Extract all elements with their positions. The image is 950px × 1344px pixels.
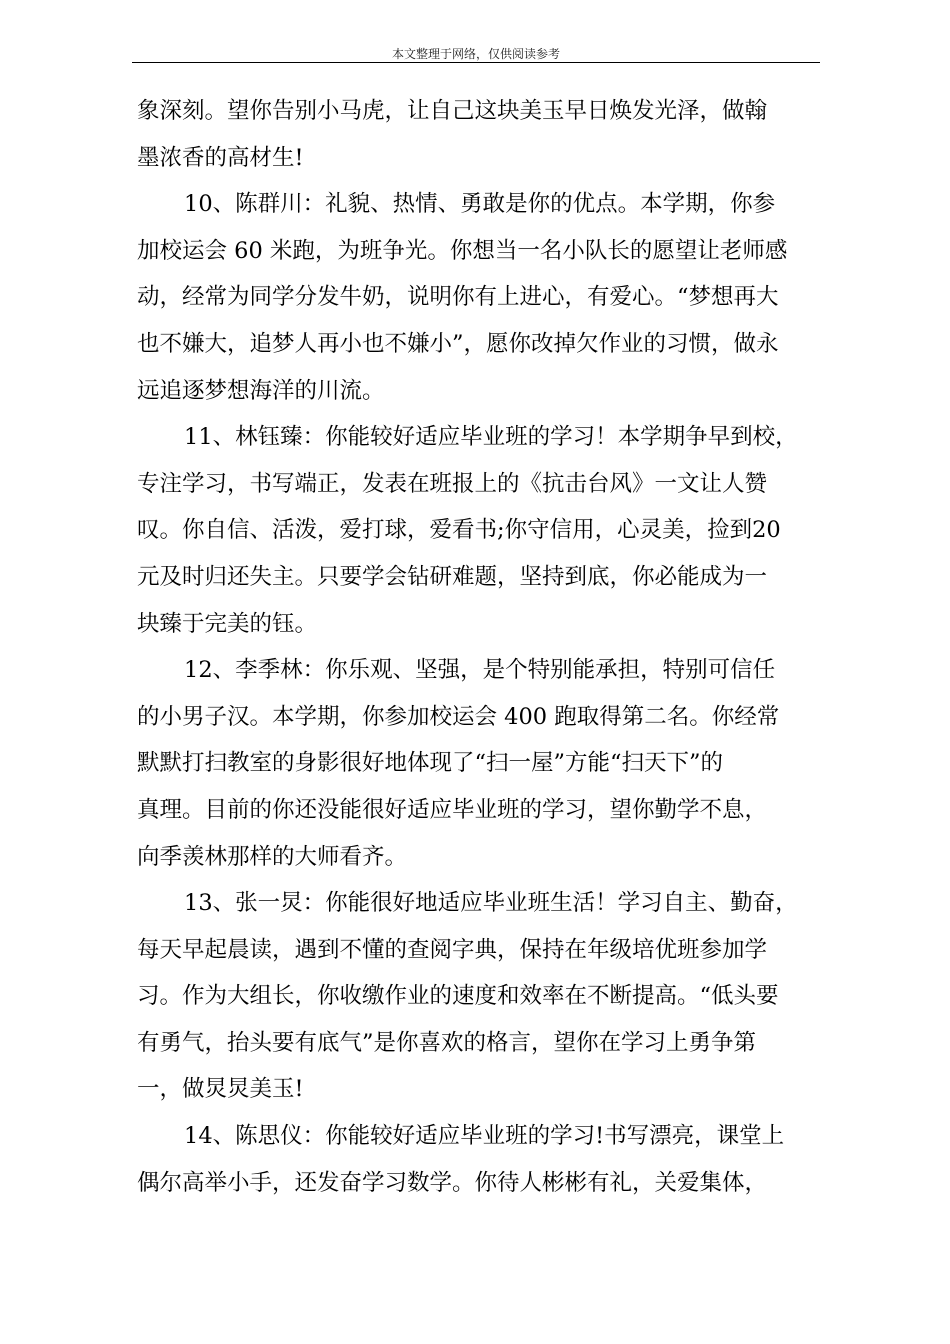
text-line: 象深刻。望你告别小马虎，让自己这块美玉早日焕发光泽，做翰	[137, 98, 768, 124]
text-line: 默默打扫教室的身影很好地体现了“扫一屋”方能“扫天下”的	[137, 750, 724, 777]
paragraph-student-14	[137, 1113, 817, 1206]
text-line: 远追逐梦想海洋的川流。	[137, 377, 385, 404]
paragraph-student-13	[137, 880, 817, 1113]
text-line: 11、林钰臻：你能较好适应毕业班的学习！本学期争早到校，	[184, 424, 798, 451]
text-line: 13、张一炅：你能很好地适应毕业班生活！学习自主、勤奋，	[184, 890, 798, 917]
text-line: 的小男子汉。本学期，你参加校运会 400 跑取得第二名。你经常	[137, 703, 780, 730]
text-line: 动，经常为同学分发牛奶，说明你有上进心，有爱心。“梦想再大	[137, 284, 779, 311]
text-line: 墨浓香的高材生!	[137, 144, 304, 171]
paragraph-student-10	[137, 181, 817, 414]
text-line: 也不嫌大，追梦人再小也不嫌小”，愿你改掉欠作业的习惯，做永	[137, 330, 779, 357]
text-line: 元及时归还失主。只要学会钻研难题，坚持到底，你必能成为一	[137, 563, 768, 590]
text-line: 专注学习，书写端正，发表在班报上的《抗击台风》一文让人赞	[137, 470, 768, 497]
text-line: 真理。目前的你还没能很好适应毕业班的学习，望你勤学不息，	[137, 796, 768, 823]
text-line: 加校运会 60 米跑，为班争光。你想当一名小队长的愿望让老师感	[137, 237, 788, 264]
text-line: 偶尔高举小手，还发奋学习数学。你待人彬彬有礼，关爱集体，	[137, 1169, 768, 1196]
paragraph-student-11	[137, 414, 817, 647]
text-line: 一，做炅炅美玉!	[137, 1076, 304, 1103]
document-body	[137, 88, 817, 1206]
text-line: 每天早起晨读，遇到不懂的查阅字典，保持在年级培优班参加学	[137, 936, 768, 963]
page-header: 本文整理于网络，仅供阅读参考	[391, 47, 560, 61]
header-rule	[132, 62, 820, 63]
text-line: 习。作为大组长，你收缴作业的速度和效率在不断提高。“低头要	[137, 983, 779, 1010]
text-line: 14、陈思仪：你能较好适应毕业班的学习!书写漂亮，课堂上	[184, 1123, 785, 1150]
text-line: 有勇气，抬头要有底气”是你喜欢的格言，望你在学习上勇争第	[137, 1029, 757, 1056]
text-line: 叹。你自信、活泼，爱打球，爱看书;你守信用，心灵美，捡到20	[137, 517, 781, 544]
text-line: 块臻于完美的钰。	[137, 610, 318, 637]
text-line: 向季羡林那样的大师看齐。	[137, 843, 408, 870]
paragraph-continuation	[137, 88, 817, 181]
text-line: 12、李季林：你乐观、坚强，是个特别能承担，特别可信任	[184, 657, 776, 684]
text-line: 10、陈群川：礼貌、热情、勇敢是你的优点。本学期，你参	[184, 191, 776, 218]
paragraph-student-12	[137, 647, 817, 880]
